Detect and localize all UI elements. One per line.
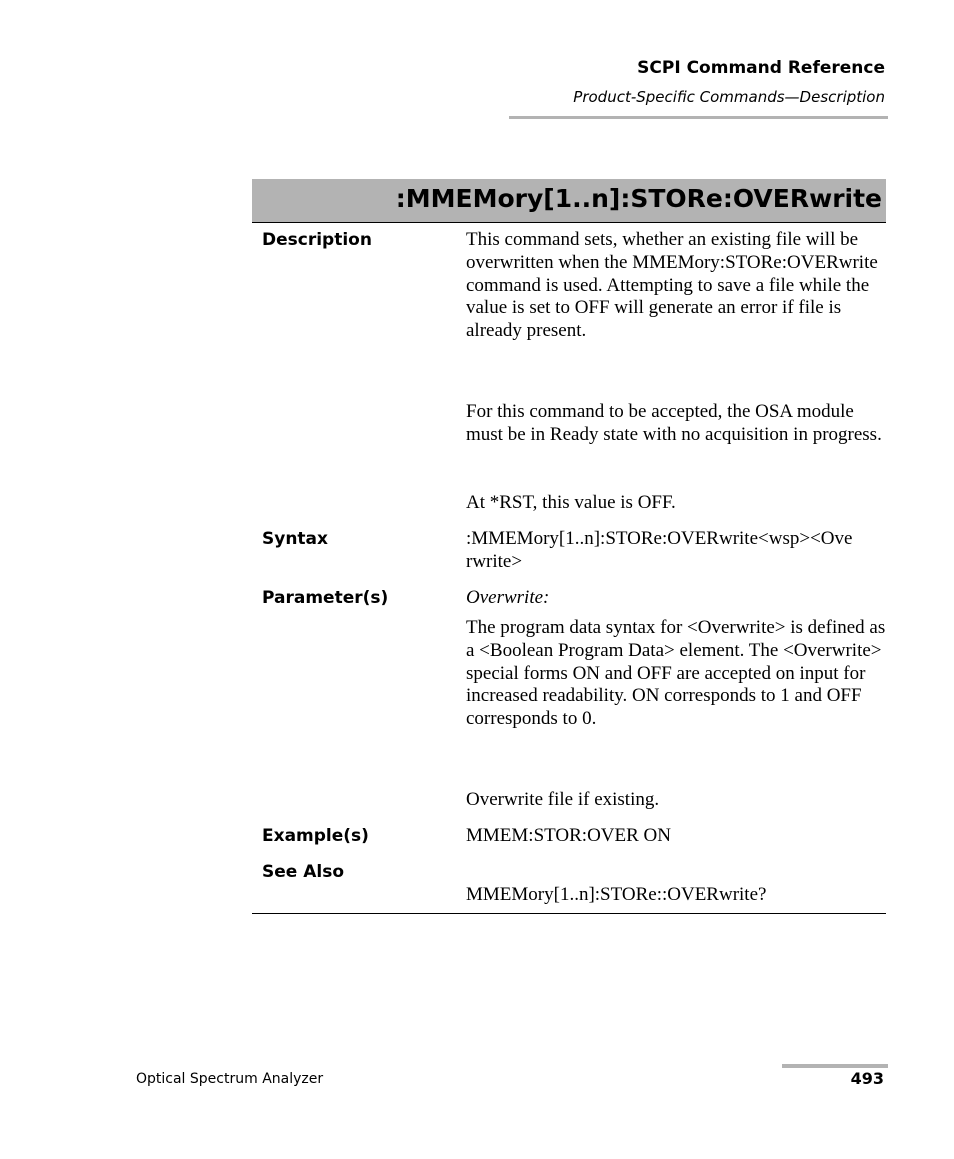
description-paragraph-1: This command sets, whether an existing file will be overwritten when the MMEMory:STORe:OVERwrite command is used. Attempting to save a file while the value is set to OFF will generate an error if file is already present. [466, 229, 878, 342]
syntax-line-2: rwrite> [466, 551, 523, 572]
label-examples: Example(s) [262, 826, 369, 846]
example-line-1: MMEM:STOR:OVER ON [466, 825, 671, 846]
parameter-description: The program data syntax for <Overwrite> is defined as a <Boolean Program Data> element. The <Overwrite> special forms ON and OFF are accepted on input for increased readability. ON corresponds to 1 and OFF corresponds to 0. [466, 617, 886, 730]
parameter-name: Overwrite: [466, 587, 550, 608]
command-title-bar [252, 179, 886, 223]
command-title: :MMEMory[1..n]:STORe:OVERwrite [395, 184, 882, 213]
table-bottom-divider [252, 913, 886, 914]
description-paragraph-2: For this command to be accepted, the OSA module must be in Ready state with no acquisition in progress. [466, 401, 882, 445]
syntax-line-1: :MMEMory[1..n]:STORe:OVERwrite<wsp><Ove [466, 528, 853, 549]
header-title: SCPI Command Reference [637, 58, 885, 78]
header-divider [509, 116, 888, 119]
footer-divider [782, 1064, 888, 1068]
label-parameters: Parameter(s) [262, 588, 389, 608]
label-description: Description [262, 230, 372, 250]
footer-product: Optical Spectrum Analyzer [136, 1071, 324, 1087]
parameter-value-description: Overwrite file if existing. [466, 789, 660, 810]
label-see-also: See Also [262, 862, 345, 882]
description-paragraph-3: At *RST, this value is OFF. [466, 492, 676, 513]
header-subtitle: Product-Specific Commands—Description [573, 88, 885, 106]
page-number: 493 [850, 1069, 884, 1088]
label-syntax: Syntax [262, 529, 328, 549]
see-also-link[interactable]: MMEMory[1..n]:STORe::OVERwrite? [466, 884, 767, 905]
